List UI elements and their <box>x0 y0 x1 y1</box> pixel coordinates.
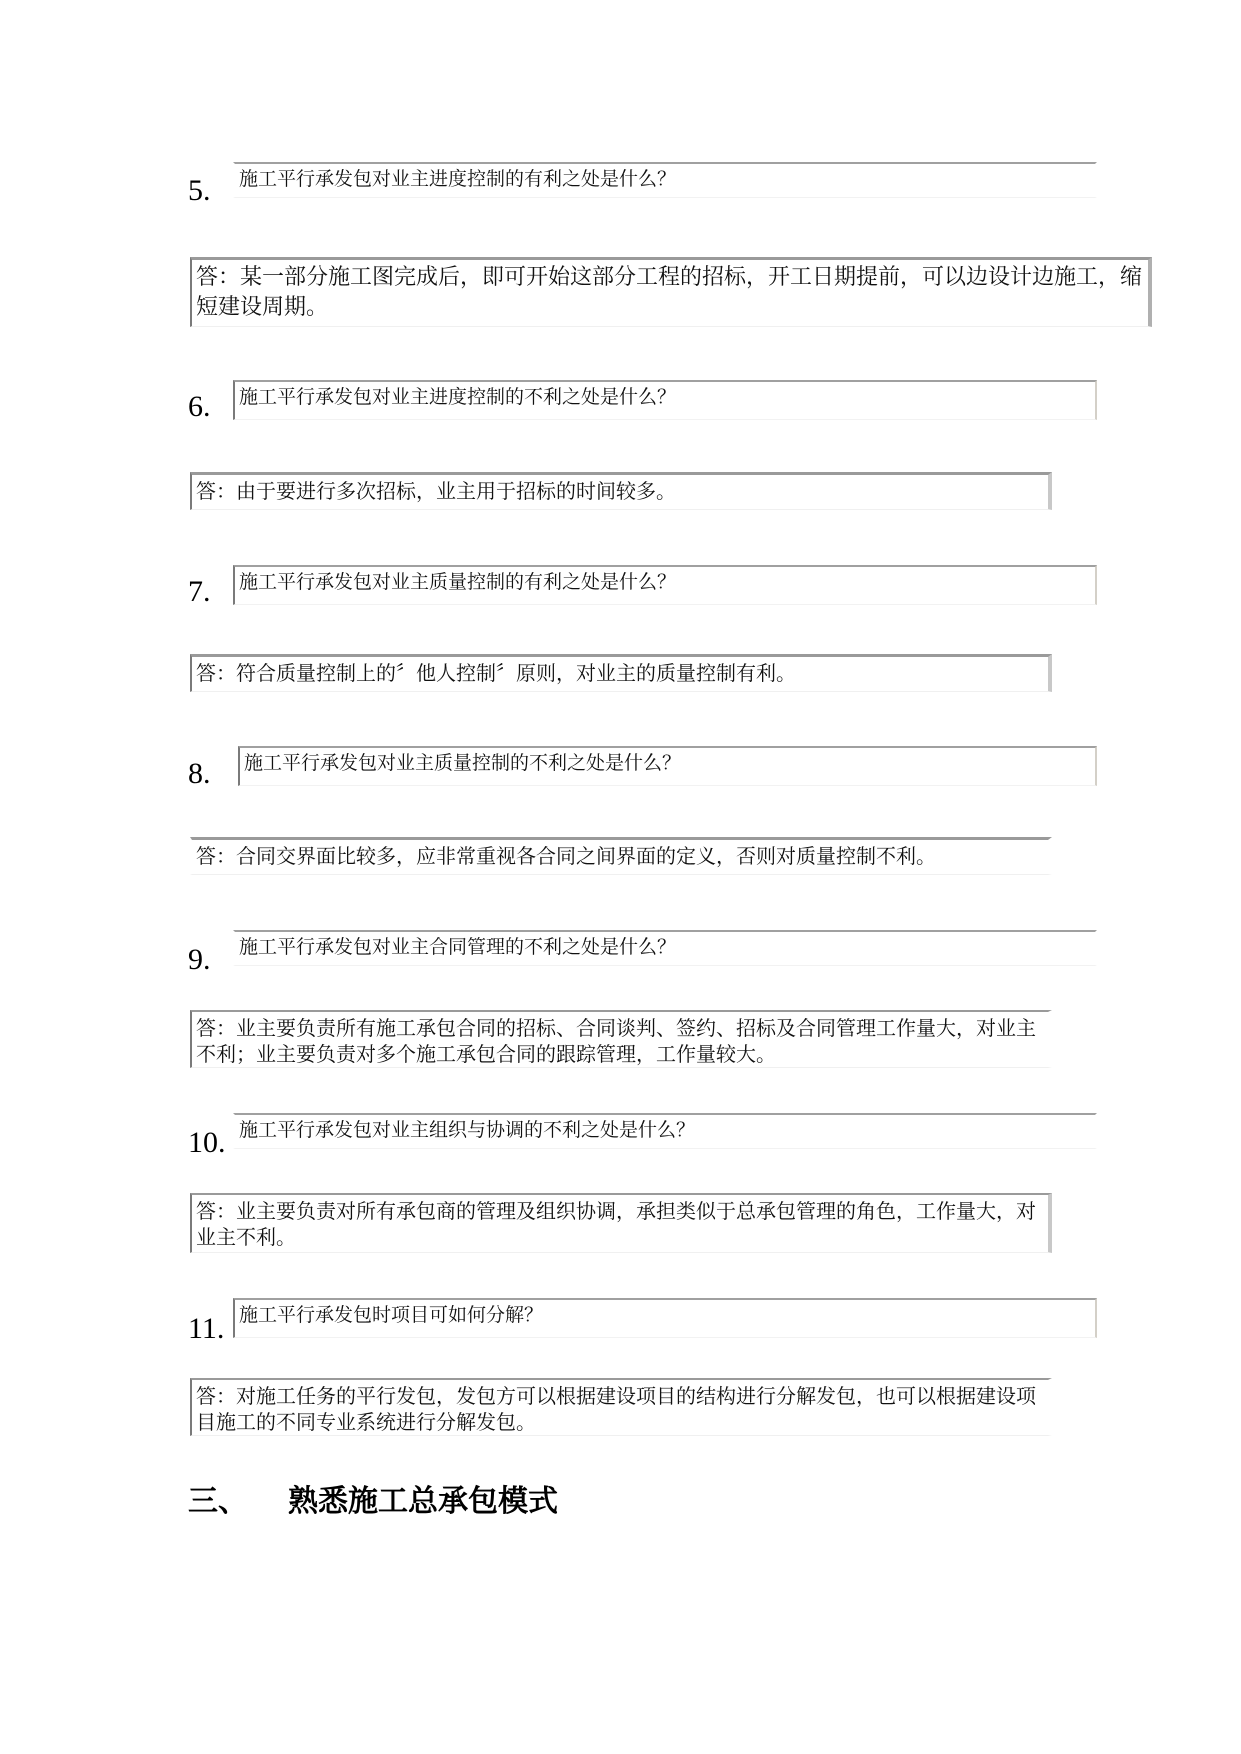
answer-box: 答：合同交界面比较多，应非常重视各合同之间界面的定义，否则对质量控制不利。 <box>190 837 1052 875</box>
question-number: 6. <box>188 390 211 423</box>
answer-box: 答：对施工任务的平行发包，发包方可以根据建设项目的结构进行分解发包，也可以根据建设项目施工的不同专业系统进行分解发包。 <box>190 1378 1052 1436</box>
section-heading <box>188 1484 558 1520</box>
question-box: 施工平行承发包对业主进度控制的有利之处是什么？ <box>233 162 1097 198</box>
question-box: 施工平行承发包对业主质量控制的有利之处是什么？ <box>233 565 1097 605</box>
question-number: 9. <box>188 943 211 976</box>
answer-box: 答：业主要负责所有施工承包合同的招标、合同谈判、签约、招标及合同管理工作量大，对业主不利；业主要负责对多个施工承包合同的跟踪管理，工作量较大。 <box>190 1010 1052 1068</box>
question-number: 7. <box>188 575 211 608</box>
question-box: 施工平行承发包时项目可如何分解？ <box>233 1298 1097 1338</box>
question-number: 5. <box>188 174 211 207</box>
answer-box: 答：业主要负责对所有承包商的管理及组织协调，承担类似于总承包管理的角色，工作量大，对业主不利。 <box>190 1193 1052 1253</box>
question-box: 施工平行承发包对业主组织与协调的不利之处是什么？ <box>233 1113 1097 1149</box>
answer-box: 答：符合质量控制上的〞他人控制〞原则，对业主的质量控制有利。 <box>190 654 1052 692</box>
question-box: 施工平行承发包对业主合同管理的不利之处是什么？ <box>233 930 1097 966</box>
question-number: 8. <box>188 757 211 790</box>
question-box: 施工平行承发包对业主进度控制的不利之处是什么？ <box>233 380 1097 420</box>
question-number: 10. <box>188 1126 226 1159</box>
answer-box: 答：由于要进行多次招标，业主用于招标的时间较多。 <box>190 472 1052 510</box>
section-number: 三、 <box>188 1484 248 1519</box>
question-number: 11. <box>188 1312 225 1345</box>
question-box: 施工平行承发包对业主质量控制的不利之处是什么？ <box>238 746 1097 786</box>
answer-box: 答：某一部分施工图完成后，即可开始这部分工程的招标，开工日期提前，可以边设计边施工，缩短建设周期。 <box>190 257 1152 327</box>
section-title: 熟悉施工总承包模式 <box>288 1484 558 1519</box>
